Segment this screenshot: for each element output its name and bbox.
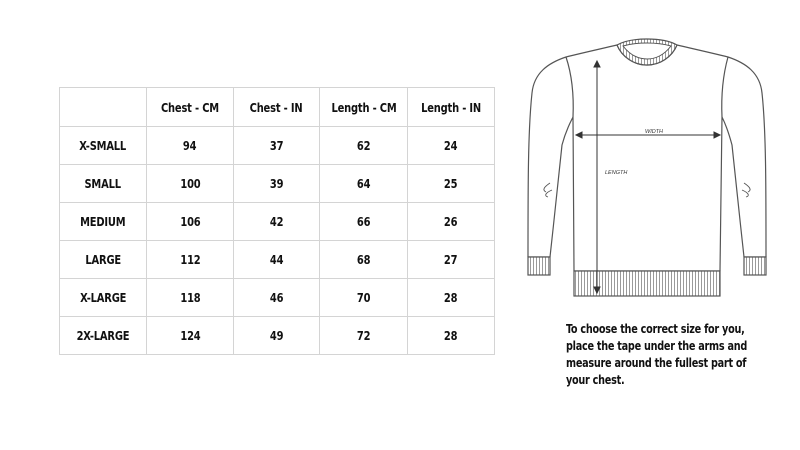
chest-cm-cell: 94: [147, 127, 234, 165]
header-cell-empty: [60, 88, 147, 127]
chest-cm-cell: 118: [147, 279, 234, 317]
chest-cm-cell: 112: [147, 241, 234, 279]
table-row: [60, 317, 495, 355]
instruction-line: your chest.: [566, 372, 625, 387]
header-cell-length-cm: Length - CM: [320, 88, 408, 127]
length-in-cell: 25: [408, 165, 495, 203]
length-label: LENGTH: [605, 170, 628, 176]
sweater-body: [528, 45, 766, 271]
size-chart-table: [59, 87, 495, 355]
chest-in-cell: 37: [234, 127, 320, 165]
size-label-cell: X-LARGE: [60, 279, 147, 317]
length-in-cell: 28: [408, 279, 495, 317]
instruction-line: To choose the correct size for you,: [566, 321, 745, 336]
size-label-cell: X-SMALL: [60, 127, 147, 165]
length-in-cell: 27: [408, 241, 495, 279]
measuring-instructions: [566, 320, 781, 388]
size-label-cell: MEDIUM: [60, 203, 147, 241]
chest-in-cell: 42: [234, 203, 320, 241]
chest-cm-cell: 124: [147, 317, 234, 355]
size-label-cell: LARGE: [60, 241, 147, 279]
length-cm-cell: 64: [320, 165, 408, 203]
length-cm-cell: 62: [320, 127, 408, 165]
length-cm-cell: 68: [320, 241, 408, 279]
chest-in-cell: 49: [234, 317, 320, 355]
length-cm-cell: 66: [320, 203, 408, 241]
width-label: WIDTH: [645, 129, 664, 135]
sweater-measurement-diagram: [520, 35, 780, 300]
chest-in-cell: 44: [234, 241, 320, 279]
table-header-row: [60, 88, 495, 127]
chest-in-cell: 39: [234, 165, 320, 203]
header-cell-length-in: Length - IN: [408, 88, 495, 127]
size-label-cell: 2X-LARGE: [60, 317, 147, 355]
header-cell-chest-cm: Chest - CM: [147, 88, 234, 127]
chest-in-cell: 46: [234, 279, 320, 317]
table-row: [60, 279, 495, 317]
length-in-cell: 28: [408, 317, 495, 355]
chest-cm-cell: 100: [147, 165, 234, 203]
table-row: [60, 203, 495, 241]
table-row: [60, 165, 495, 203]
table-row: [60, 241, 495, 279]
header-cell-chest-in: Chest - IN: [234, 88, 320, 127]
chest-cm-cell: 106: [147, 203, 234, 241]
instruction-line: measure around the fullest part of: [566, 355, 747, 370]
length-in-cell: 26: [408, 203, 495, 241]
length-cm-cell: 72: [320, 317, 408, 355]
size-label-cell: SMALL: [60, 165, 147, 203]
instruction-line: place the tape under the arms and: [566, 338, 748, 353]
length-cm-cell: 70: [320, 279, 408, 317]
table-row: [60, 127, 495, 165]
length-in-cell: 24: [408, 127, 495, 165]
